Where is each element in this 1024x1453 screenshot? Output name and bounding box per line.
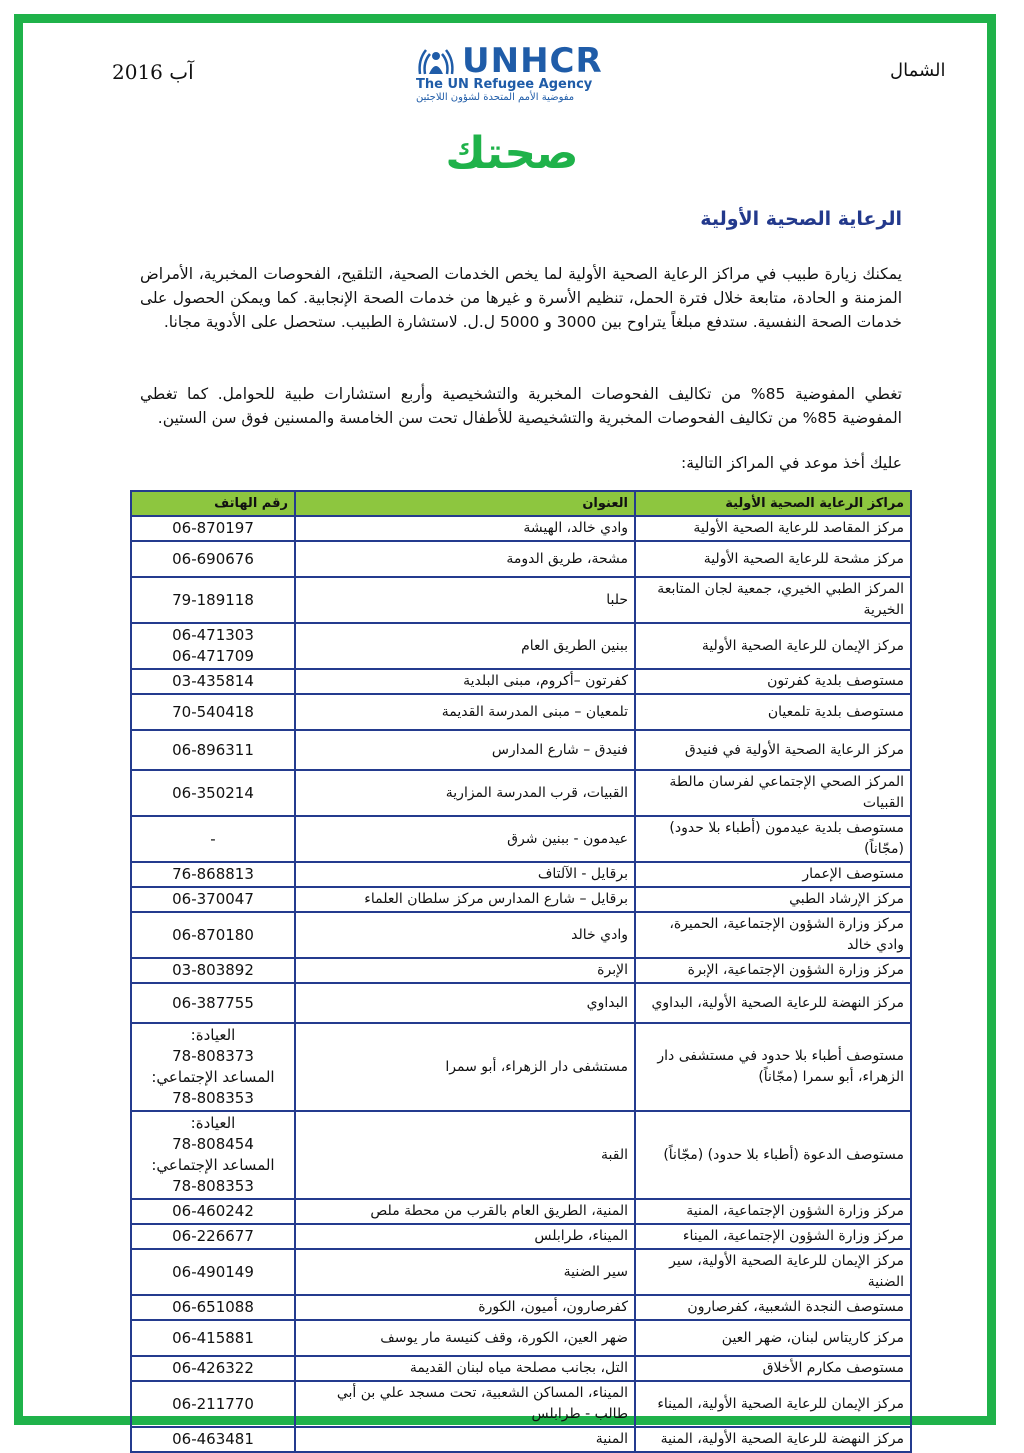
center-cell: مركز الإيمان للرعاية الصحية الأولية، الميناء <box>635 1381 911 1427</box>
address-cell: وادي خالد <box>295 912 635 958</box>
table-row <box>131 730 911 770</box>
center-cell: مركز وزارة الشؤون الإجتماعية، الحميرة، وادي خالد <box>635 912 911 958</box>
table-row <box>131 516 911 541</box>
center-cell: مستوصف بلدية تلمعيان <box>635 694 911 730</box>
center-cell: مركز الإيمان للرعاية الصحية الأولية، سير الضنية <box>635 1249 911 1295</box>
address-cell: البداوي <box>295 983 635 1023</box>
table-row <box>131 1224 911 1249</box>
phone-cell: 06-463481 <box>131 1427 295 1452</box>
phone-cell: 06-651088 <box>131 1295 295 1320</box>
date-label: آب 2016 <box>112 60 194 84</box>
center-cell: مركز الإرشاد الطبي <box>635 887 911 912</box>
center-cell: مستوصف النجدة الشعبية، كفرصارون <box>635 1295 911 1320</box>
center-cell: مركز النهضة للرعاية الصحية الأولية، البداوي <box>635 983 911 1023</box>
phone-cell: 06-490149 <box>131 1249 295 1295</box>
phone-cell: 06-896311 <box>131 730 295 770</box>
address-cell: الميناء، المساكن الشعبية، تحت مسجد علي بن أبي طالب - طرابلس <box>295 1381 635 1427</box>
center-cell: المركز الصحي الإجتماعي لفرسان مالطة القبيات <box>635 770 911 816</box>
table-row <box>131 1249 911 1295</box>
table-row <box>131 541 911 577</box>
phone-cell: 06-471303 06-471709 <box>131 623 295 669</box>
center-cell: مركز مشحة للرعاية الصحية الأولية <box>635 541 911 577</box>
table-row <box>131 1320 911 1356</box>
address-cell: المنية <box>295 1427 635 1452</box>
logo-arabic: مفوضية الأمم المتحدة لشؤون اللاجئين <box>416 92 575 103</box>
address-cell: فنيدق – شارع المدارس <box>295 730 635 770</box>
table-header-row <box>131 491 911 516</box>
logo-subtitle: The UN Refugee Agency <box>416 77 593 92</box>
center-cell: مستوصف مكارم الأخلاق <box>635 1356 911 1381</box>
table-row <box>131 983 911 1023</box>
center-cell: مركز وزارة الشؤون الإجتماعية، الميناء <box>635 1224 911 1249</box>
table-row <box>131 862 911 887</box>
center-cell: مستوصف أطباء بلا حدود في مستشفى دار الزهراء، أبو سمرا (مجّاناً) <box>635 1023 911 1111</box>
table-row <box>131 1199 911 1224</box>
header-center: مراكز الرعاية الصحية الأولية <box>635 491 911 516</box>
address-cell: عيدمون - ببنين شرق <box>295 816 635 862</box>
table-row <box>131 1381 911 1427</box>
logo-name: UNHCR <box>462 41 603 81</box>
page-title: صحتك <box>445 128 579 179</box>
phone-cell: 06-415881 <box>131 1320 295 1356</box>
phone-cell: 06-426322 <box>131 1356 295 1381</box>
center-cell: مستوصف بلدية عيدمون (أطباء بلا حدود) (مجّاناً) <box>635 816 911 862</box>
address-cell: كفرصارون، أميون، الكورة <box>295 1295 635 1320</box>
phone-cell: 76-868813 <box>131 862 295 887</box>
phone-cell: العيادة: 78-808454 المساعد الإجتماعي: 78-808353 <box>131 1111 295 1199</box>
centers-table <box>130 490 912 1453</box>
center-cell: مستوصف الدعوة (أطباء بلا حدود) (مجّاناً) <box>635 1111 911 1199</box>
table-row <box>131 887 911 912</box>
address-cell: برقايل – شارع المدارس مركز سلطان العلماء <box>295 887 635 912</box>
address-cell: سير الضنية <box>295 1249 635 1295</box>
table-row <box>131 770 911 816</box>
address-cell: مشحة، طريق الدومة <box>295 541 635 577</box>
address-cell: مستشفى دار الزهراء، أبو سمرا <box>295 1023 635 1111</box>
center-cell: مستوصف الإعمار <box>635 862 911 887</box>
section-title: الرعاية الصحية الأولية <box>700 208 902 230</box>
phone-cell: 06-870180 <box>131 912 295 958</box>
address-cell: حلبا <box>295 577 635 623</box>
header-address: العنوان <box>295 491 635 516</box>
address-cell: المنية، الطريق العام بالقرب من محطة ملص <box>295 1199 635 1224</box>
center-cell: مركز الرعاية الصحية الأولية في فنيدق <box>635 730 911 770</box>
phone-cell: 70-540418 <box>131 694 295 730</box>
address-cell: ببنين الطريق العام <box>295 623 635 669</box>
coverage-paragraph: تغطي المفوضية 85% من تكاليف الفحوصات المخبرية والتشخيصية وأربع استشارات طبية للحوامل. كما تغطي المفوضية 85% من تكاليف الفحوصات المخبرية والتشخيصية للأطفال تحت سن الخامسة والمسنين فوق سن الستين. <box>140 385 902 427</box>
address-cell: تلمعيان – مبنى المدرسة القديمة <box>295 694 635 730</box>
center-cell: مركز وزارة الشؤون الإجتماعية، المنية <box>635 1199 911 1224</box>
region-label: الشمال <box>890 60 946 81</box>
table-row <box>131 694 911 730</box>
table-row <box>131 623 911 669</box>
unhcr-logo <box>416 41 631 110</box>
table-row <box>131 1356 911 1381</box>
address-cell: الإبرة <box>295 958 635 983</box>
address-cell: برقايل - الآلتاف <box>295 862 635 887</box>
table-row <box>131 577 911 623</box>
address-cell: كفرتون –أكروم، مبنى البلدية <box>295 669 635 694</box>
appointment-note: عليك أخذ موعد في المراكز التالية: <box>681 454 902 472</box>
phone-cell: 06-370047 <box>131 887 295 912</box>
phone-cell: 03-435814 <box>131 669 295 694</box>
phone-cell: 06-870197 <box>131 516 295 541</box>
phone-cell: - <box>131 816 295 862</box>
address-cell: ضهر العين، الكورة، وقف كنيسة مار يوسف <box>295 1320 635 1356</box>
table-row <box>131 912 911 958</box>
phone-cell: 06-387755 <box>131 983 295 1023</box>
table-row <box>131 1427 911 1452</box>
table-row <box>131 816 911 862</box>
center-cell: مركز الإيمان للرعاية الصحية الأولية <box>635 623 911 669</box>
phone-cell: 06-460242 <box>131 1199 295 1224</box>
center-cell: مستوصف بلدية كفرتون <box>635 669 911 694</box>
phone-cell: 06-350214 <box>131 770 295 816</box>
address-cell: التل، بجانب مصلحة مياه لبنان القديمة <box>295 1356 635 1381</box>
header-phone: رقم الهاتف <box>131 491 295 516</box>
phone-cell: 06-211770 <box>131 1381 295 1427</box>
unhcr-emblem-icon <box>416 44 456 78</box>
center-cell: مركز وزارة الشؤون الإجتماعية، الإبرة <box>635 958 911 983</box>
phone-cell: 06-690676 <box>131 541 295 577</box>
intro-paragraph: يمكنك زيارة طبيب في مراكز الرعاية الصحية الأولية لما يخص الخدمات الصحية، التلقيح، الفحوصات المخبرية، الأمراض المزمنة و الحادة، متابعة خلال فترة الحمل، تنظيم الأسرة و غيرها من خدمات الصحة الإنجابية. كما ويمكن الحصول على خدمات الصحة النفسية. ستدفع مبلغاً يتراوح بين 3000 و 5000 ل.ل. لاستشارة الطبيب. ستحصل على الأدوية مجانا. <box>140 265 902 331</box>
address-cell: الميناء، طرابلس <box>295 1224 635 1249</box>
table-row <box>131 1111 911 1199</box>
center-cell: المركز الطبي الخيري، جمعية لجان المتابعة الخيرية <box>635 577 911 623</box>
address-cell: القبة <box>295 1111 635 1199</box>
table-row <box>131 1023 911 1111</box>
table-row <box>131 1295 911 1320</box>
address-cell: وادي خالد، الهيشة <box>295 516 635 541</box>
phone-cell: العيادة: 78-808373 المساعد الإجتماعي: 78-808353 <box>131 1023 295 1111</box>
table-row <box>131 669 911 694</box>
phone-cell: 79-189118 <box>131 577 295 623</box>
address-cell: القبيات، قرب المدرسة المزارية <box>295 770 635 816</box>
center-cell: مركز النهضة للرعاية الصحية الأولية، المنية <box>635 1427 911 1452</box>
table-row <box>131 958 911 983</box>
phone-cell: 03-803892 <box>131 958 295 983</box>
table-body <box>131 516 911 1452</box>
phone-cell: 06-226677 <box>131 1224 295 1249</box>
center-cell: مركز كاريتاس لبنان، ضهر العين <box>635 1320 911 1356</box>
center-cell: مركز المقاصد للرعاية الصحية الأولية <box>635 516 911 541</box>
